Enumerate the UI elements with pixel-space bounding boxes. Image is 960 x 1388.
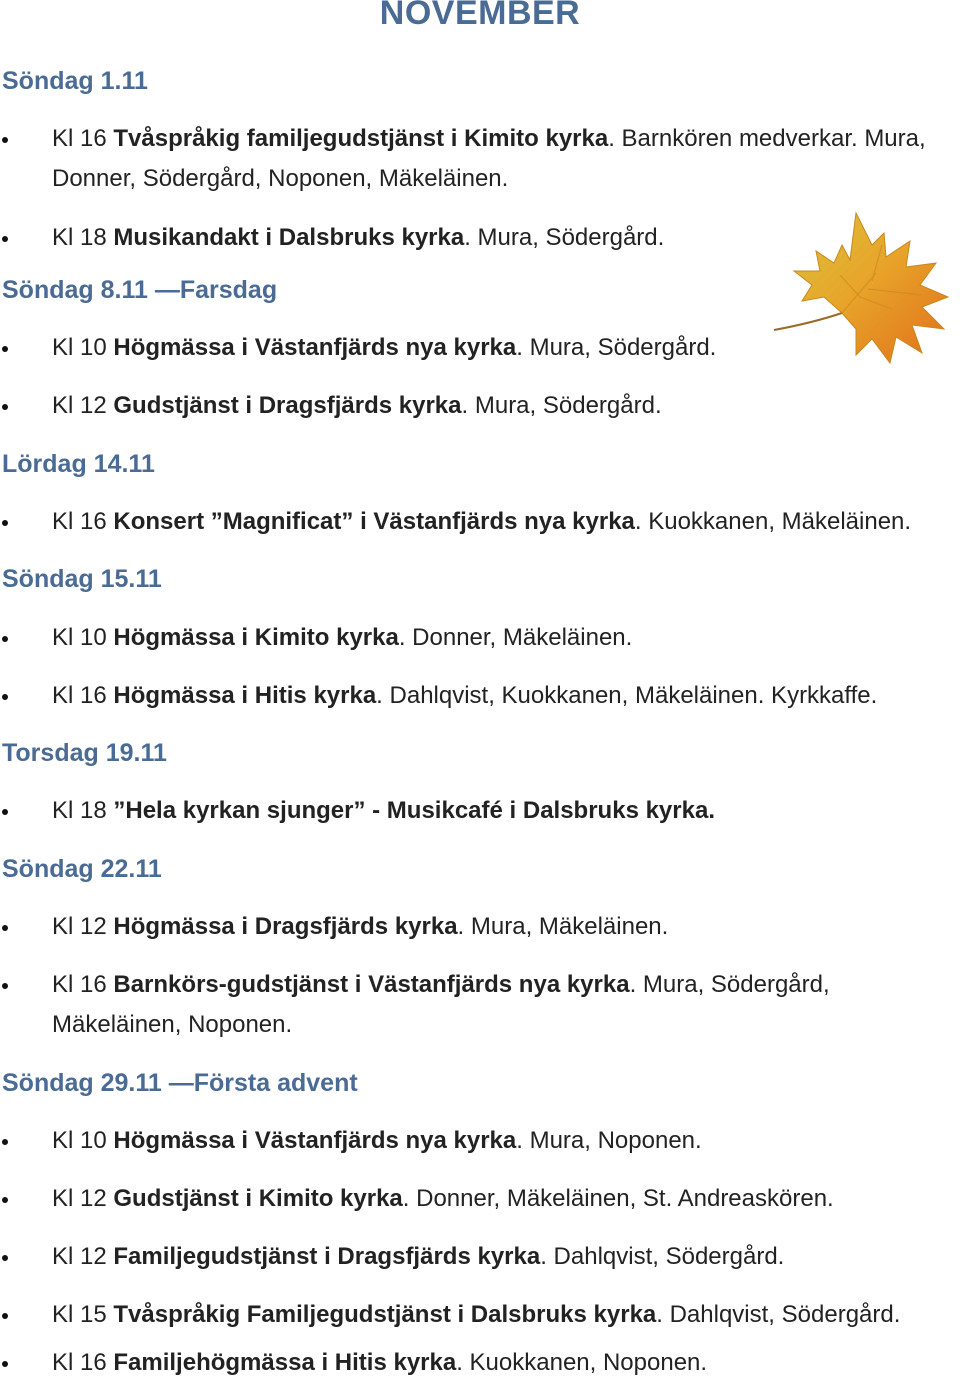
event-text <box>52 791 952 831</box>
event-time: Kl 12 <box>52 1243 107 1270</box>
day-heading: Söndag 29.11 —Första advent <box>2 1069 358 1097</box>
bullet-icon <box>2 520 8 526</box>
event-text <box>52 119 952 199</box>
event-text <box>52 502 952 542</box>
bullet-icon <box>2 636 8 642</box>
event-text <box>52 965 952 1045</box>
bullet-icon <box>2 1197 8 1203</box>
event-time: Kl 16 <box>52 508 107 535</box>
day-heading: Söndag 1.11 <box>2 67 148 95</box>
event-title: Tvåspråkig familjegudstjänst i Kimito kyrka <box>113 125 609 152</box>
event-title: Gudstjänst i Dragsfjärds kyrka <box>113 392 462 419</box>
bullet-icon <box>2 1139 8 1145</box>
event-details: . Barnkören medverkar. Mura, Donner, Södergård, Noponen, Mäkeläinen. <box>52 125 926 192</box>
event-details: . Dahlqvist, Södergård. <box>540 1243 785 1270</box>
event-time: Kl 18 <box>52 797 107 824</box>
event-title: Högmässa i Kimito kyrka <box>113 624 399 651</box>
bullet-icon <box>2 404 8 410</box>
event-title: Musikandakt i Dalsbruks kyrka <box>113 224 465 251</box>
event-details: . Kuokkanen, Noponen. <box>456 1349 708 1376</box>
event-time: Kl 12 <box>52 392 107 419</box>
event-text <box>52 907 952 947</box>
event-details: . Dahlqvist, Södergård. <box>656 1301 901 1328</box>
day-heading: Söndag 15.11 <box>2 565 162 593</box>
event-text <box>52 218 952 258</box>
event-text <box>52 1237 952 1277</box>
event-title: Familjehögmässa i Hitis kyrka <box>113 1349 457 1376</box>
event-title: Högmässa i Hitis kyrka <box>113 682 377 709</box>
event-time: Kl 12 <box>52 913 107 940</box>
bullet-icon <box>2 346 8 352</box>
event-title: Konsert ”Magnificat” i Västanfjärds nya kyrka <box>113 508 635 535</box>
event-details: . Mura, Södergård, Mäkeläinen, Noponen. <box>52 971 830 1038</box>
event-time: Kl 10 <box>52 624 107 651</box>
event-details: . Dahlqvist, Kuokkanen, Mäkeläinen. Kyrkkaffe. <box>376 682 878 709</box>
bullet-icon <box>2 809 8 815</box>
event-time: Kl 16 <box>52 1349 107 1376</box>
event-details: . Donner, Mäkeläinen, St. Andreaskören. <box>402 1185 834 1212</box>
event-details: . Donner, Mäkeläinen. <box>398 624 633 651</box>
day-heading: Lördag 14.11 <box>2 450 155 478</box>
event-text <box>52 1179 952 1219</box>
event-text <box>52 676 952 716</box>
event-title: ”Hela kyrkan sjunger” - Musikcafé i Dalsbruks kyrka. <box>113 797 715 824</box>
bullet-icon <box>2 236 8 242</box>
event-text <box>52 328 952 368</box>
event-time: Kl 16 <box>52 971 107 998</box>
event-details: . Kuokkanen, Mäkeläinen. <box>634 508 912 535</box>
event-time: Kl 10 <box>52 334 107 361</box>
event-title: Barnkörs-gudstjänst i Västanfjärds nya kyrka <box>113 971 630 998</box>
event-time: Kl 16 <box>52 682 107 709</box>
event-time: Kl 16 <box>52 125 107 152</box>
page-title: NOVEMBER <box>379 0 581 32</box>
bullet-icon <box>2 137 8 143</box>
day-heading: Torsdag 19.11 <box>2 739 167 767</box>
event-details: . Mura, Mäkeläinen. <box>457 913 669 940</box>
day-heading: Söndag 8.11 —Farsdag <box>2 276 278 304</box>
bullet-icon <box>2 1361 8 1367</box>
event-title: Högmässa i Västanfjärds nya kyrka <box>113 1127 517 1154</box>
event-details: . Mura, Södergård. <box>516 334 717 361</box>
day-heading: Söndag 22.11 <box>2 855 162 883</box>
event-title: Högmässa i Dragsfjärds kyrka <box>113 913 458 940</box>
event-title: Tvåspråkig Familjegudstjänst i Dalsbruks kyrka <box>113 1301 657 1328</box>
event-text <box>52 386 952 426</box>
event-title: Gudstjänst i Kimito kyrka <box>113 1185 403 1212</box>
event-title: Högmässa i Västanfjärds nya kyrka <box>113 334 517 361</box>
event-text <box>52 1295 952 1335</box>
bullet-icon <box>2 983 8 989</box>
bullet-icon <box>2 925 8 931</box>
event-details: . Mura, Södergård. <box>461 392 662 419</box>
event-details: . Mura, Södergård. <box>464 224 665 251</box>
event-text <box>52 618 952 658</box>
event-time: Kl 12 <box>52 1185 107 1212</box>
bullet-icon <box>2 1313 8 1319</box>
event-details: . Mura, Noponen. <box>516 1127 702 1154</box>
bullet-icon <box>2 1255 8 1261</box>
event-title: Familjegudstjänst i Dragsfjärds kyrka <box>113 1243 541 1270</box>
event-time: Kl 15 <box>52 1301 107 1328</box>
bullet-icon <box>2 694 8 700</box>
event-time: Kl 10 <box>52 1127 107 1154</box>
event-text <box>52 1343 952 1383</box>
event-time: Kl 18 <box>52 224 107 251</box>
event-text <box>52 1121 952 1161</box>
